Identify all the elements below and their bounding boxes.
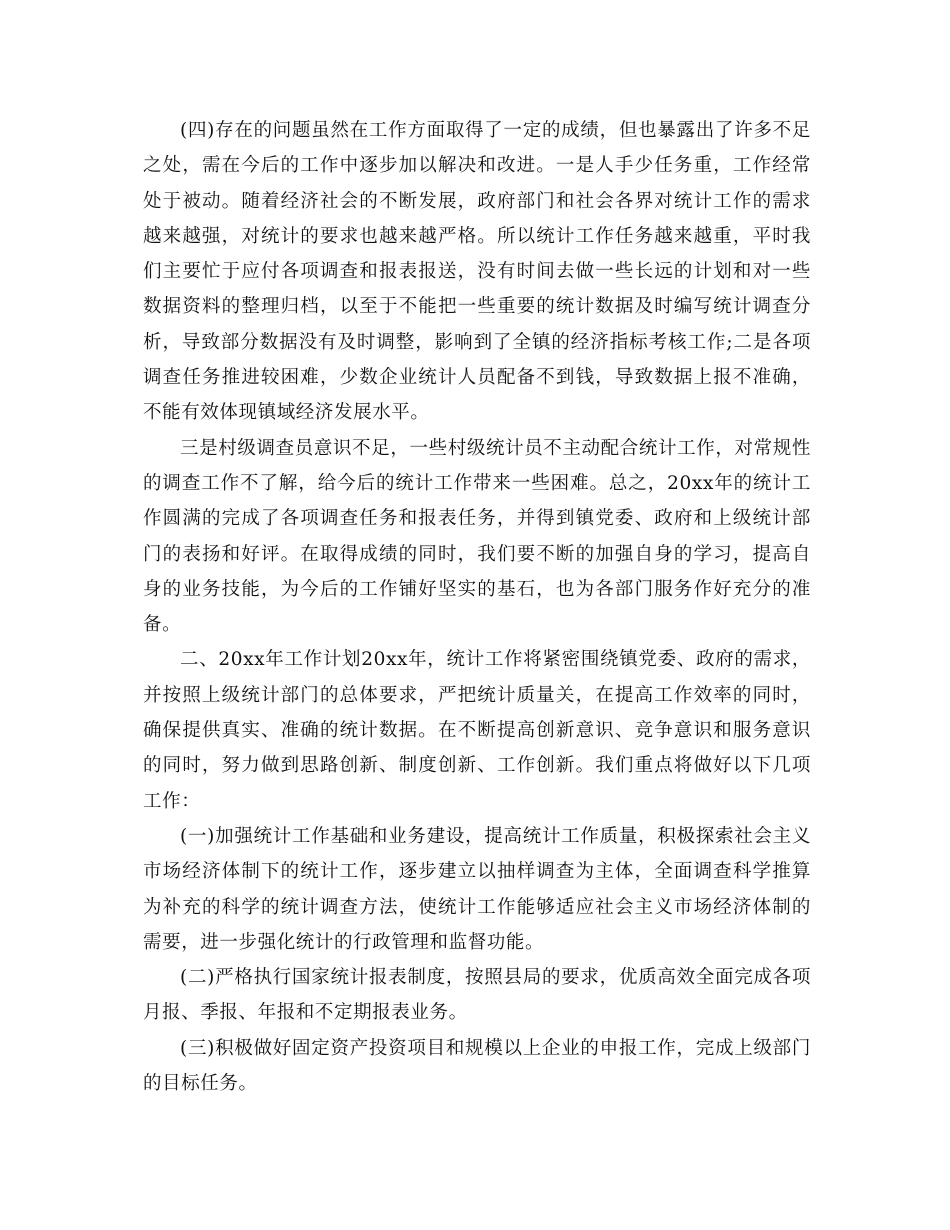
paragraph-plan-item-2: (二)严格执行国家统计报表制度，按照县局的要求，优质高效全面完成各项月报、季报、年报和不定期报表业务。 — [143, 967, 811, 1024]
document-body — [143, 113, 811, 1101]
paragraph-existing-problems: (四)存在的问题虽然在工作方面取得了一定的成绩，但也暴露出了许多不足之处，需在今后的工作中逐步加以解决和改进。一是人手少任务重，工作经常处于被动。随着经济社会的不断发展，政府部门和社会各界对统计工作的需求越来越强，对统计的要求也越来越严格。所以统计工作任务越来越重，平时我们主要忙于应付各项调查和报表报送，没有时间去做一些长远的计划和对一些数据资料的整理归档，以至于不能把一些重要的统计数据及时编写统计调查分析，导致部分数据没有及时调整，影响到了全镇的经济指标考核工作;二是各项调查任务推进较困难，少数企业统计人员配备不到钱，导致数据上报不准确，不能有效体现镇域经济发展水平。 — [143, 120, 811, 424]
paragraph-village-investigators: 三是村级调查员意识不足，一些村级统计员不主动配合统计工作，对常规性的调查工作不了解，给今后的统计工作带来一些困难。总之，20xx年的统计工作圆满的完成了各项调查任务和报表任务，并得到镇党委、政府和上级统计部门的表扬和好评。在取得成绩的同时，我们要不断的加强自身的学习，提高自身的业务技能，为今后的工作铺好坚实的基石，也为各部门服务作好充分的准备。 — [143, 437, 811, 636]
paragraph-plan-item-3: (三)积极做好固定资产投资项目和规模以上企业的申报工作，完成上级部门的目标任务。 — [143, 1037, 811, 1095]
paragraph-plan-item-1: (一)加强统计工作基础和业务建设，提高统计工作质量，积极探索社会主义市场经济体制下的统计工作，逐步建立以抽样调查为主体，全面调查科学推算为补充的科学的统计调查方法，使统计工作能够适应社会主义市场经济体制的需要，进一步强化统计的行政管理和监督功能。 — [143, 825, 811, 953]
paragraph-work-plan: 二、20xx年工作计划20xx年，统计工作将紧密围绕镇党委、政府的需求，并按照上级统计部门的总体要求，严把统计质量关，在提高工作效率的同时，确保提供真实、准确的统计数据。在不断提高创新意识、竞争意识和服务意识的同时，努力做到思路创新、制度创新、工作创新。我们重点将做好以下几项工作： — [143, 649, 811, 812]
